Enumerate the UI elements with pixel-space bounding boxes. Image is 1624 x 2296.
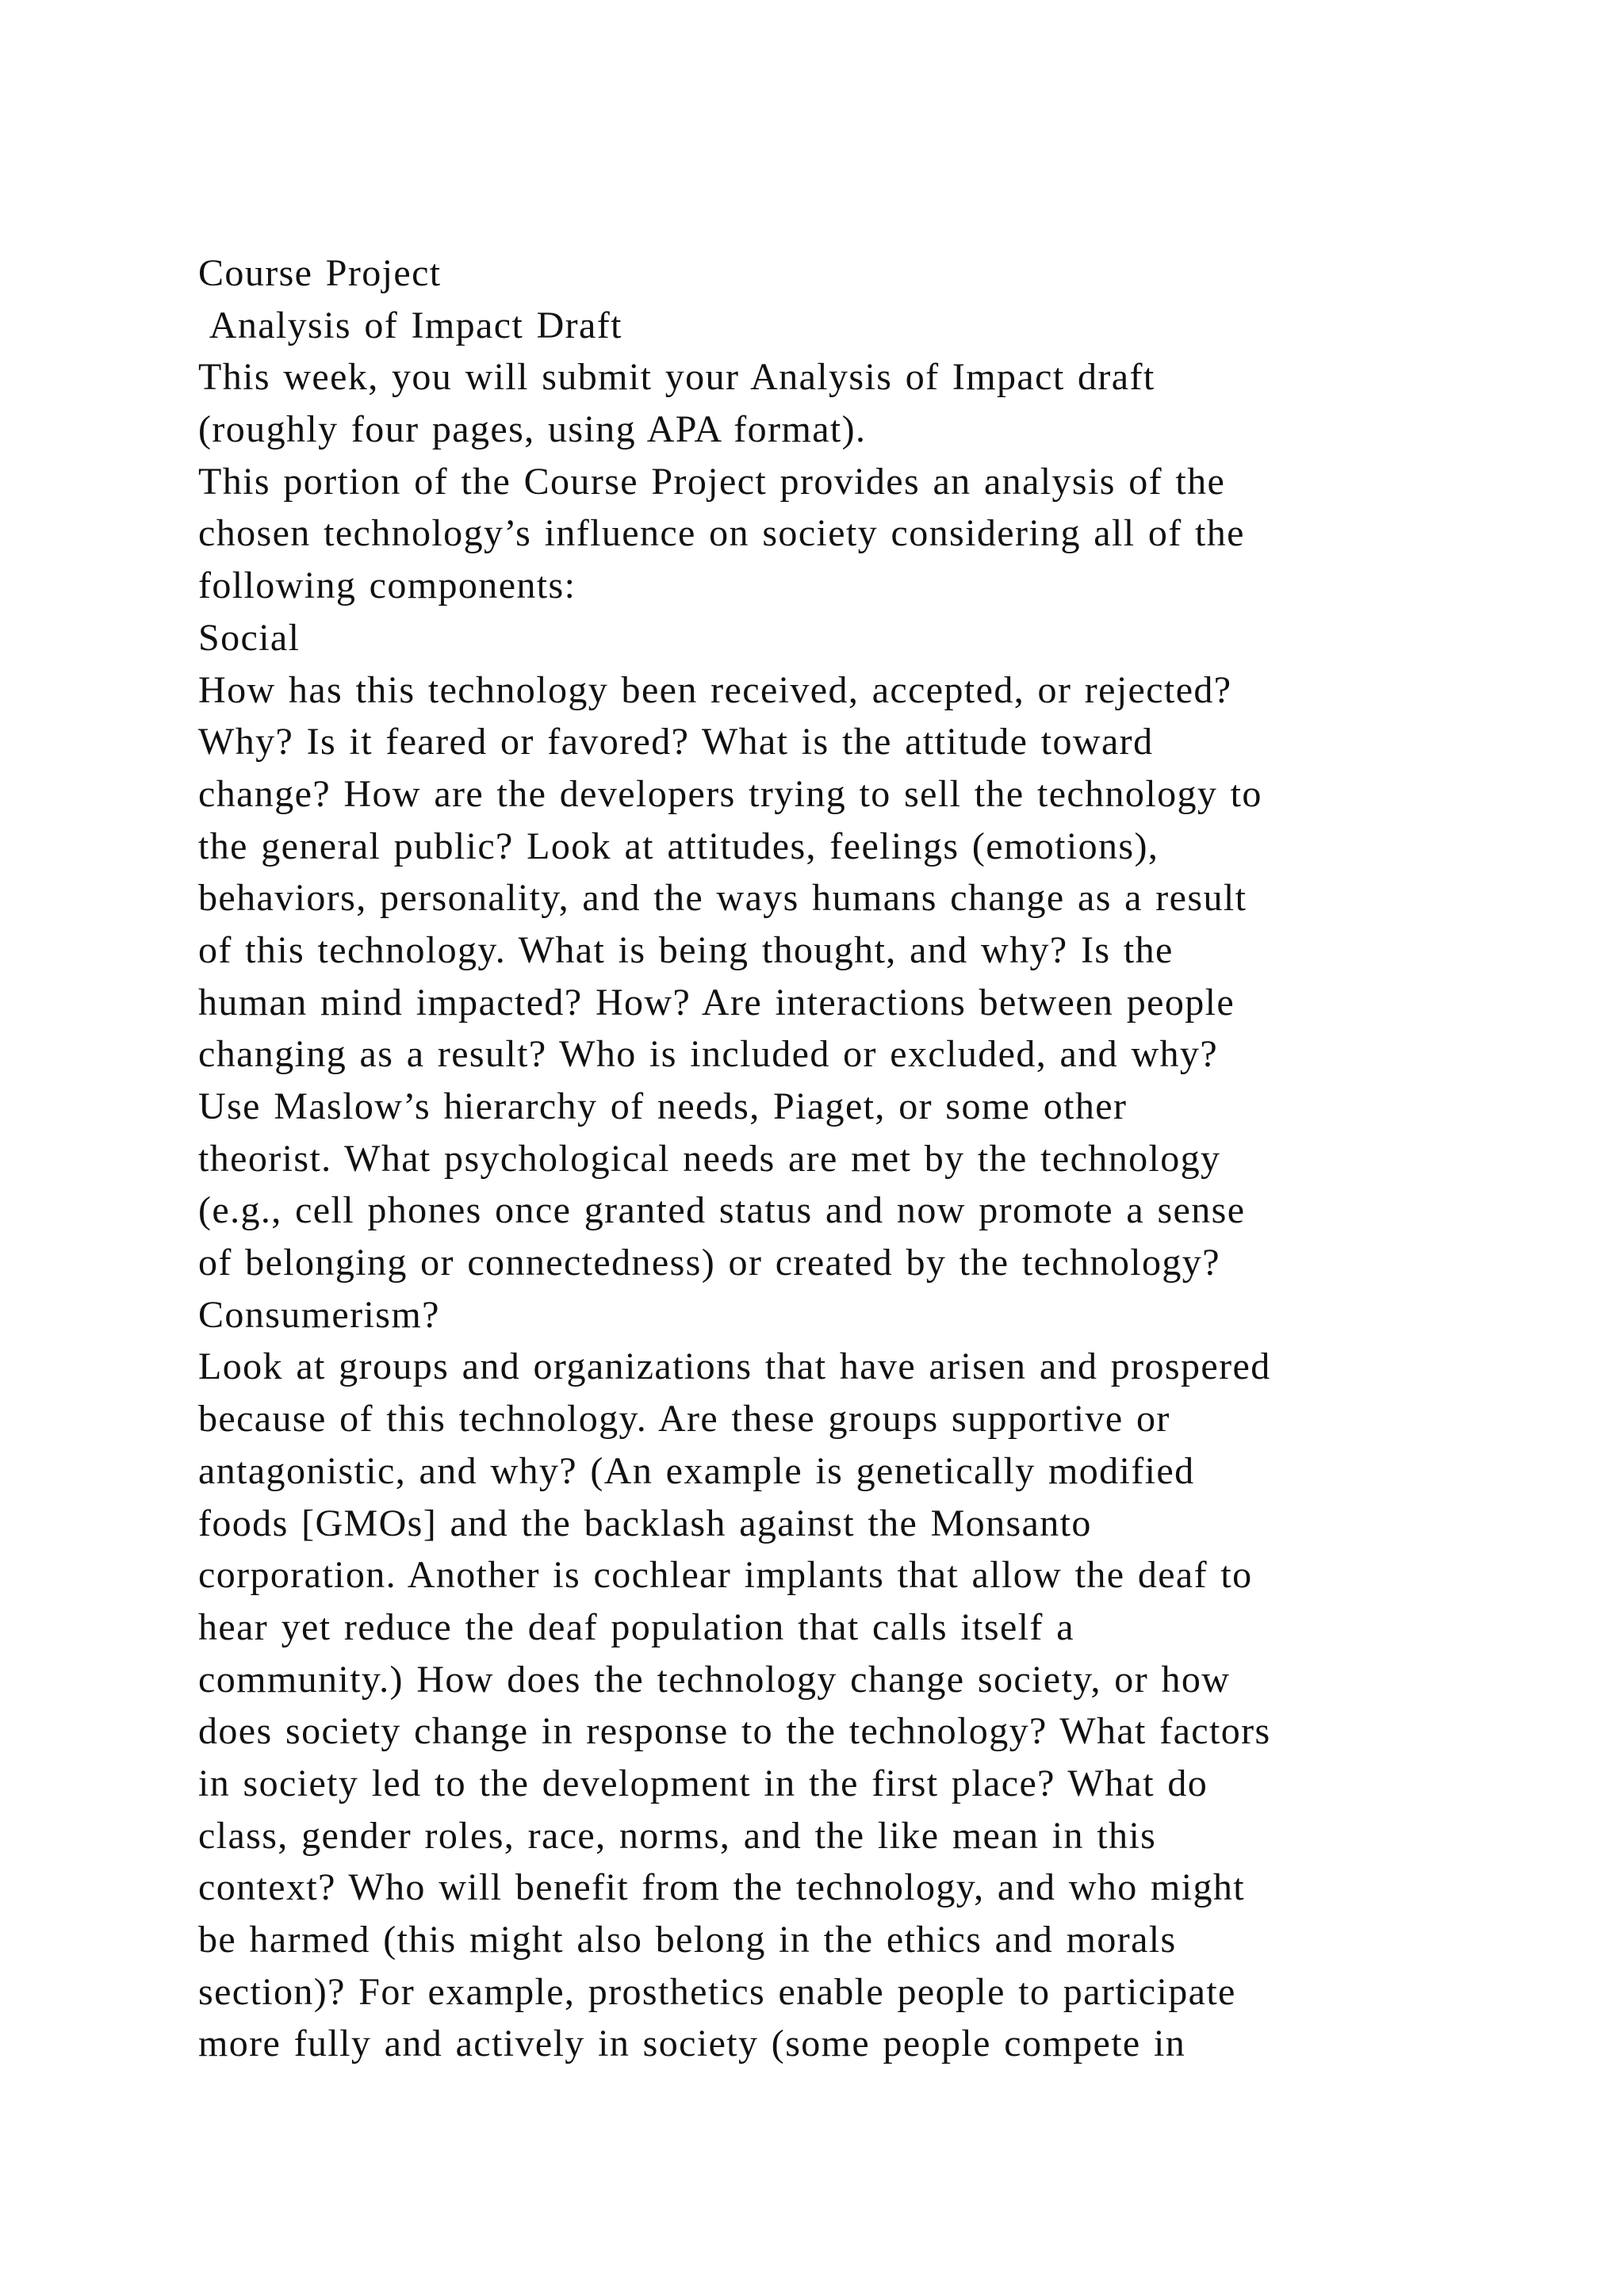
text-line: be harmed (this might also belong in the ethics and morals	[198, 1919, 1177, 1961]
text-line: (roughly four pages, using APA format).	[198, 408, 867, 451]
text-line: theorist. What psychological needs are met by the technology	[198, 1137, 1221, 1180]
text-line: more fully and actively in society (some people compete in	[198, 2022, 1186, 2065]
text-line: corporation. Another is cochlear implants that allow the deaf to	[198, 1554, 1253, 1597]
text-line: does society change in response to the technology? What factors	[198, 1710, 1271, 1753]
text-line: section)? For example, prosthetics enable people to participate	[198, 1970, 1236, 2013]
text-line: context? Who will benefit from the technology, and who might	[198, 1866, 1246, 1909]
text-line: (e.g., cell phones once granted status and now promote a sense	[198, 1189, 1246, 1232]
text-line: in society led to the development in the first place? What do	[198, 1762, 1208, 1804]
text-line: of this technology. What is being thought, and why? Is the	[198, 928, 1174, 971]
text-line: foods [GMOs] and the backlash against the Monsanto	[198, 1502, 1092, 1544]
text-line: the general public? Look at attitudes, feelings (emotions),	[198, 825, 1159, 867]
text-line: How has this technology been received, accepted, or rejected?	[198, 668, 1232, 711]
text-line: Consumerism?	[198, 1293, 440, 1336]
text-line: This week, you will submit your Analysis of Impact draft	[198, 356, 1155, 399]
text-line: chosen technology’s influence on society considering all of the	[198, 512, 1245, 555]
text-line: Use Maslow’s hierarchy of needs, Piaget, or some other	[198, 1085, 1128, 1127]
text-line: community.) How does the technology change society, or how	[198, 1658, 1231, 1701]
text-line: class, gender roles, race, norms, and the like mean in this	[198, 1814, 1157, 1857]
text-line: Look at groups and organizations that have arisen and prospered	[198, 1345, 1271, 1388]
text-line: following components:	[198, 564, 576, 607]
text-line: human mind impacted? How? Are interactions between people	[198, 981, 1235, 1024]
document-body	[198, 247, 1515, 2070]
document-title: Course Project	[198, 252, 442, 294]
text-line: behaviors, personality, and the ways humans change as a result	[198, 877, 1247, 920]
document-subtitle: Analysis of Impact Draft	[198, 304, 622, 346]
text-line: change? How are the developers trying to sell the technology to	[198, 772, 1262, 815]
text-line: Why? Is it feared or favored? What is the attitude toward	[198, 721, 1154, 763]
text-line: of belonging or connectedness) or created by the technology?	[198, 1242, 1220, 1284]
text-line: hear yet reduce the deaf population that calls itself a	[198, 1605, 1074, 1648]
section-heading-social: Social	[198, 616, 301, 659]
text-line: changing as a result? Who is included or excluded, and why?	[198, 1033, 1219, 1076]
text-line: because of this technology. Are these groups supportive or	[198, 1398, 1170, 1441]
text-line: antagonistic, and why? (An example is genetically modified	[198, 1449, 1195, 1492]
text-line: This portion of the Course Project provides an analysis of the	[198, 460, 1226, 503]
